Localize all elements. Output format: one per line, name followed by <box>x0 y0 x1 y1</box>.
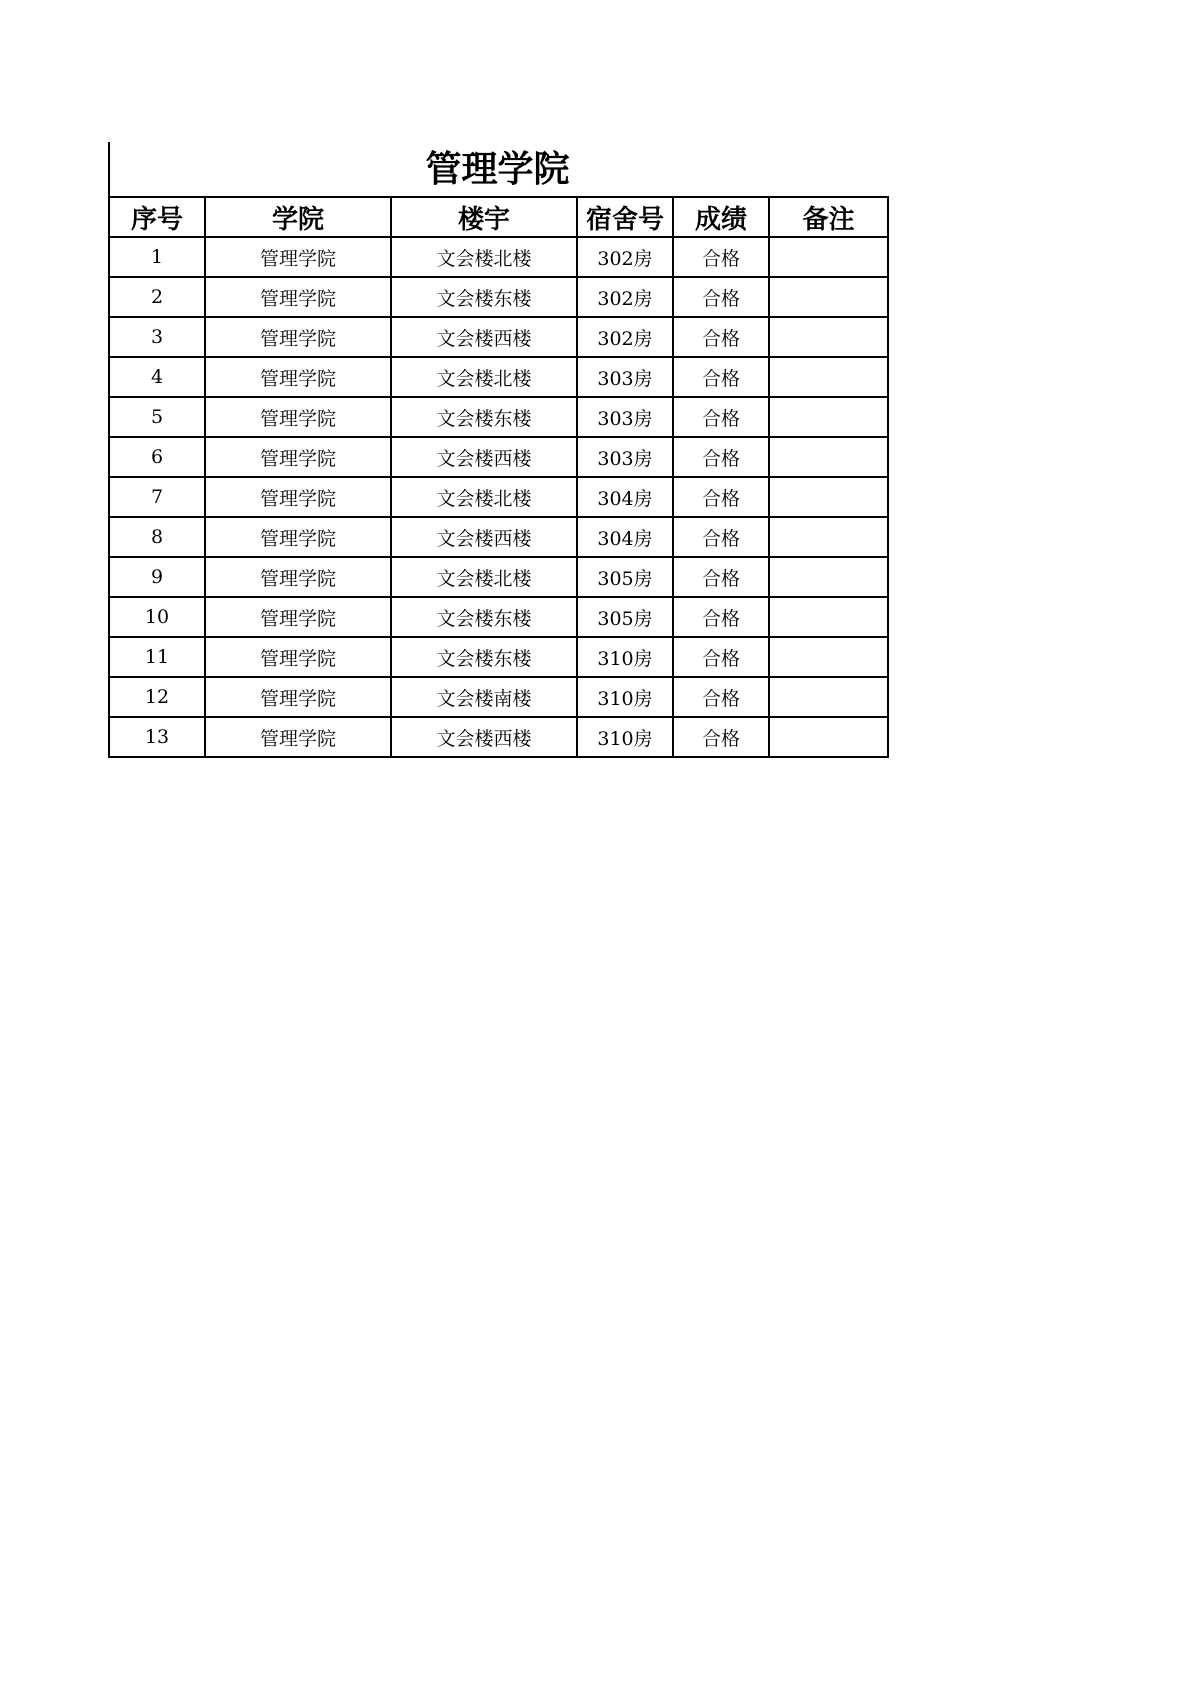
cell-building: 文会楼东楼 <box>391 277 577 317</box>
dormitory-table <box>108 196 889 758</box>
cell-building: 文会楼东楼 <box>391 597 577 637</box>
header-grade: 成绩 <box>673 197 769 237</box>
cell-building: 文会楼西楼 <box>391 517 577 557</box>
cell-grade: 合格 <box>673 717 769 757</box>
cell-note <box>769 677 888 717</box>
cell-grade: 合格 <box>673 677 769 717</box>
cell-no: 5 <box>109 397 205 437</box>
cell-college: 管理学院 <box>205 557 391 597</box>
cell-grade: 合格 <box>673 357 769 397</box>
table-row <box>109 597 888 637</box>
cell-college: 管理学院 <box>205 517 391 557</box>
cell-grade: 合格 <box>673 277 769 317</box>
table-row <box>109 557 888 597</box>
cell-college: 管理学院 <box>205 637 391 677</box>
table-row <box>109 477 888 517</box>
table-row <box>109 397 888 437</box>
cell-room: 304房 <box>577 517 673 557</box>
cell-room: 304房 <box>577 477 673 517</box>
cell-college: 管理学院 <box>205 277 391 317</box>
header-no: 序号 <box>109 197 205 237</box>
cell-college: 管理学院 <box>205 237 391 277</box>
cell-building: 文会楼北楼 <box>391 357 577 397</box>
page-title: 管理学院 <box>425 149 570 190</box>
cell-college: 管理学院 <box>205 437 391 477</box>
cell-no: 3 <box>109 317 205 357</box>
table-row <box>109 357 888 397</box>
cell-college: 管理学院 <box>205 397 391 437</box>
cell-note <box>769 317 888 357</box>
cell-grade: 合格 <box>673 397 769 437</box>
table-row <box>109 637 888 677</box>
spreadsheet-page <box>108 142 889 758</box>
cell-college: 管理学院 <box>205 717 391 757</box>
header-room: 宿舍号 <box>577 197 673 237</box>
cell-grade: 合格 <box>673 557 769 597</box>
title-row <box>108 142 885 196</box>
cell-note <box>769 277 888 317</box>
cell-building: 文会楼东楼 <box>391 397 577 437</box>
cell-note <box>769 557 888 597</box>
cell-room: 310房 <box>577 637 673 677</box>
cell-no: 8 <box>109 517 205 557</box>
cell-no: 2 <box>109 277 205 317</box>
cell-building: 文会楼西楼 <box>391 717 577 757</box>
cell-no: 6 <box>109 437 205 477</box>
cell-building: 文会楼西楼 <box>391 437 577 477</box>
cell-grade: 合格 <box>673 517 769 557</box>
cell-college: 管理学院 <box>205 677 391 717</box>
cell-note <box>769 637 888 677</box>
table-row <box>109 677 888 717</box>
cell-building: 文会楼北楼 <box>391 237 577 277</box>
cell-note <box>769 397 888 437</box>
cell-room: 303房 <box>577 397 673 437</box>
header-row <box>109 197 888 237</box>
cell-college: 管理学院 <box>205 477 391 517</box>
cell-grade: 合格 <box>673 437 769 477</box>
cell-no: 10 <box>109 597 205 637</box>
cell-no: 7 <box>109 477 205 517</box>
cell-building: 文会楼西楼 <box>391 317 577 357</box>
cell-note <box>769 717 888 757</box>
cell-no: 9 <box>109 557 205 597</box>
header-building: 楼宇 <box>391 197 577 237</box>
cell-building: 文会楼南楼 <box>391 677 577 717</box>
cell-room: 302房 <box>577 237 673 277</box>
cell-grade: 合格 <box>673 637 769 677</box>
table-body <box>109 237 888 757</box>
cell-room: 305房 <box>577 597 673 637</box>
cell-note <box>769 597 888 637</box>
cell-note <box>769 237 888 277</box>
cell-grade: 合格 <box>673 237 769 277</box>
cell-building: 文会楼东楼 <box>391 637 577 677</box>
table-row <box>109 277 888 317</box>
cell-building: 文会楼北楼 <box>391 477 577 517</box>
cell-room: 302房 <box>577 317 673 357</box>
table-row <box>109 237 888 277</box>
cell-note <box>769 477 888 517</box>
cell-note <box>769 517 888 557</box>
header-college: 学院 <box>205 197 391 237</box>
cell-note <box>769 437 888 477</box>
cell-room: 310房 <box>577 677 673 717</box>
cell-room: 305房 <box>577 557 673 597</box>
cell-college: 管理学院 <box>205 357 391 397</box>
cell-grade: 合格 <box>673 477 769 517</box>
cell-grade: 合格 <box>673 317 769 357</box>
header-note: 备注 <box>769 197 888 237</box>
table-row <box>109 517 888 557</box>
cell-building: 文会楼北楼 <box>391 557 577 597</box>
table-row <box>109 437 888 477</box>
cell-no: 1 <box>109 237 205 277</box>
cell-room: 303房 <box>577 437 673 477</box>
cell-no: 4 <box>109 357 205 397</box>
cell-grade: 合格 <box>673 597 769 637</box>
table-row <box>109 317 888 357</box>
cell-note <box>769 357 888 397</box>
table-row <box>109 717 888 757</box>
cell-room: 302房 <box>577 277 673 317</box>
cell-no: 13 <box>109 717 205 757</box>
cell-no: 12 <box>109 677 205 717</box>
cell-college: 管理学院 <box>205 317 391 357</box>
cell-room: 310房 <box>577 717 673 757</box>
cell-college: 管理学院 <box>205 597 391 637</box>
cell-room: 303房 <box>577 357 673 397</box>
cell-no: 11 <box>109 637 205 677</box>
